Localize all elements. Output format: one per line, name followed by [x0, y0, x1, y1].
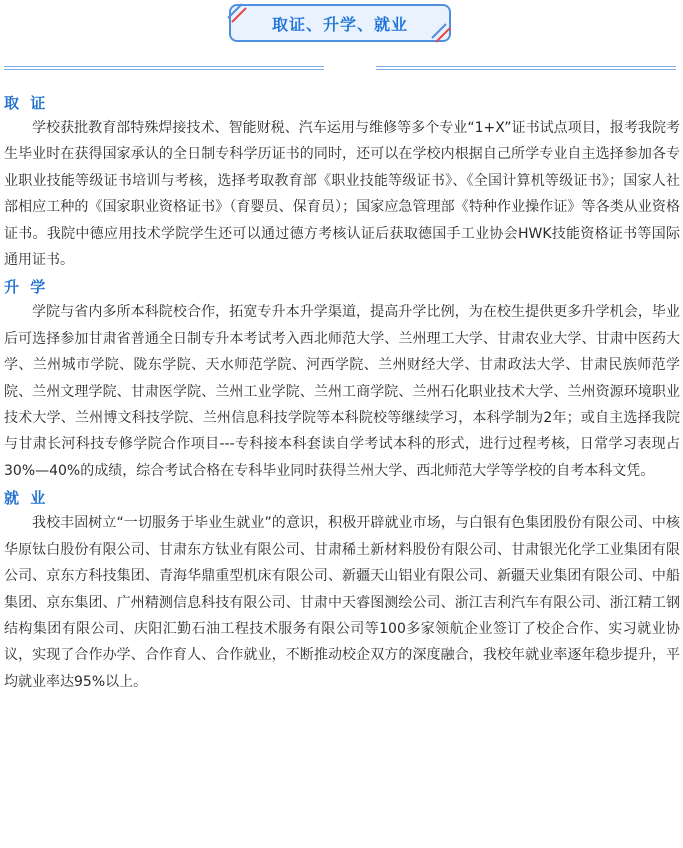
banner-left-stripes-icon [226, 2, 250, 24]
section-paragraph: 学院与省内多所本科院校合作，拓宽专升本升学渠道，提高升学比例，为在校生提供更多升学机会，毕业后可选择参加甘肃省普通全日制专升本考试考入西北师范大学、兰州理工大学、甘肃农业大学、甘肃中医药大学、兰州城市学院、陇东学院、天水师范学院、河西学院、兰州财经大学、甘肃政法大学、甘肃民族师范学院、兰州文理学院、甘肃医学院、兰州工业学院、兰州工商学院、兰州石化职业技术大学、兰州资源环境职业技术大学、兰州博文科技学院、兰州信息科技学院等本科院校等继续学习，本科学制为2年；或自主选择我院与甘肃长河科技专修学院合作项目---专科接本科套读自学考试本科的形式，进行过程考核，日常学习表现占30%—40%的成绩，综合考试合格在专科毕业同时获得兰州大学、西北师范大学等学校的自考本科文凭。 [4, 304, 680, 479]
section-paragraph: 学校获批教育部特殊焊接技术、智能财税、汽车运用与维修等多个专业“1+X”证书试点项目，报考我院考生毕业时在获得国家承认的全日制专科学历证书的同时，还可以在学校内根据自己所学专业自主选择参加各专业职业技能等级证书培训与考核，选择考取教育部《职业技能等级证书》、《全国计算机等级证书》；国家人社部相应工种的《国家职业资格证书》（育婴员、保育员）；国家应急管理部《特种作业操作证》等各类从业资格证书。我院中德应用技术学院学生还可以通过德方考核认证后获取德国手工业协会HWK技能资格证书等国际通用证书。 [4, 120, 680, 269]
section-employment [4, 486, 680, 695]
banner-title: 取证、升学、就业 [271, 14, 408, 34]
section-heading: 就 业 [4, 489, 49, 508]
separator-left [4, 66, 324, 72]
separator-right [376, 66, 676, 72]
banner-right-stripes-icon [430, 22, 454, 44]
article-body [4, 91, 680, 697]
section-heading: 取 证 [4, 94, 49, 112]
section-further-study [4, 275, 680, 484]
section-heading: 升 学 [4, 278, 49, 297]
title-banner [229, 4, 451, 42]
section-certificates [4, 91, 680, 273]
section-paragraph: 我校丰固树立“一切服务于毕业生就业”的意识，积极开辟就业市场，与白银有色集团股份有限公司、中核华原钛白股份有限公司、甘肃东方钛业有限公司、甘肃稀土新材料股份有限公司、甘肃银光化学工业集团有限公司、京东方科技集团、青海华鼎重型机床有限公司、新疆天山铝业有限公司、新疆天业集团有限公司、中船集团、京东集团、广州精测信息科技有限公司、甘肃中天睿图测绘公司、浙江吉利汽车有限公司、浙江精工钢结构集团有限公司、庆阳汇勤石油工程技术服务有限公司等100多家领航企业签订了校企合作、实习就业协议，实现了合作办学、合作育人、合作就业，不断推动校企双方的深度融合，我校年就业率逐年稳步提升，平均就业率达95%以上。 [4, 515, 680, 690]
